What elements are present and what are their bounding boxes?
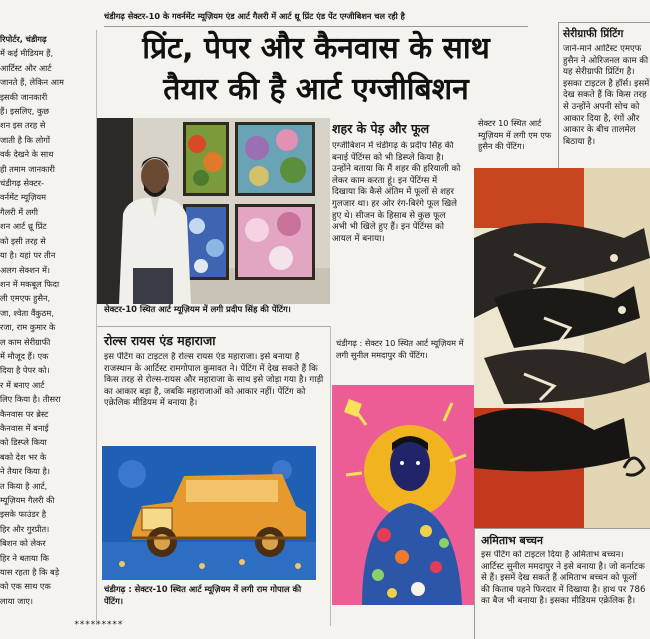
left-column-line: इसकी जानकारी <box>0 91 48 102</box>
left-column-line: र में बनाए आर्ट <box>0 379 45 390</box>
left-column-line: ल काम सेरीग्राफी <box>0 336 51 347</box>
artist-photo-illustration <box>97 118 330 304</box>
left-column-line: त किया है आर्ट, <box>0 480 48 491</box>
rolls-royce-body: इस पेंटिंग का टाइटल है रोल्स रायस एंड महाराजा। इसे बनाया है राजस्थान के आर्टिस्ट रामगोपाल कुमावत ने। पेंटिंग में देख सकते हैं कि किस तरह से रोल्स-रायस और महाराजा के साथ इसे जोड़ा गया है। गाड़ी का आकार बड़ा है, जबकि महाराजाओं को आकार नहीं। पेंटिंग को एक्रेलिक मीडियम में बनाया है। <box>104 352 324 409</box>
rolls-royce-car-illustration <box>102 446 316 580</box>
header-kicker: चंडीगढ़ सेक्टर-10 के गवर्नमेंट म्यूज़ियम एंड आर्ट गैलरी में आर्ट थ्रू प्रिंट एंड पेंट एग्जीबिशन चल रही है <box>104 11 405 21</box>
sunil-amitabh-illustration <box>332 385 474 605</box>
serigraphy-body: जाने-माने आर्टिस्ट एमएफ हुसैन ने ओरिजनल काम की यह सेरीग्राफी प्रिंटिंग है। इसका टाइटल है हॉर्स। इसमें देख सकते हैं कि किस तरह से उन्होंने अपनी सोच को आकार दिया है, रंगों और आकार के बीच तालमेल बिठाया है। <box>563 44 650 147</box>
amitabh-box <box>474 528 650 639</box>
left-column-line: रजा, राम कुमार के <box>0 322 56 333</box>
rolls-royce-caption: चंडीगढ़ : सेक्टर-10 स्थित आर्ट म्यूज़ियम में लगी राम गोपाल की पेंटिंग। <box>104 584 302 606</box>
left-column-line: हिर और गुरप्रीत। <box>0 523 50 534</box>
left-column-line: यास रहता है कि बड़े <box>0 567 60 578</box>
left-column-line: को एक साथ एक <box>0 581 51 592</box>
left-column-line: बको देश भर के <box>0 451 47 462</box>
amitabh-body: इस पेंटिंग को टाइटल दिया है अमिताभ बच्चन। आर्टिस्ट सुनील ममदापुर ने इसे बनाया है। जो कर्नाटक से हैं। इसमें देख सकते हैं अमिताभ बच्चन को फूलों की किताब पहने फिरदार में दिखाया है। हाथ पर 786 का बैज भी बनाया है। इसका मीडियम एक्रेलिक है। <box>481 550 646 607</box>
left-column-line: ने तैयार किया है। <box>0 466 50 477</box>
serigraphy-box <box>558 22 650 169</box>
rolls-royce-painting <box>102 446 316 580</box>
left-column-line: शन में मकबूल फिदा <box>0 278 60 289</box>
artist-photo-caption: सेक्टर-10 स्थित आर्ट म्यूज़ियम में लगी प्रदीप सिंह की पेंटिंग। <box>104 304 291 314</box>
left-column-line: वर्क देखने के साथ <box>0 149 54 160</box>
left-column-line: आर्टिस्ट और आर्ट <box>0 62 52 73</box>
left-column-line: चंडीगढ़ सेक्टर- <box>0 178 44 189</box>
left-column-text <box>0 32 94 608</box>
footer-stars: ********* <box>74 620 123 630</box>
left-column-line: म्यूज़ियम गैलरी की <box>0 495 55 505</box>
left-column-line: बिशन को लेकर <box>0 538 46 549</box>
sunil-painting <box>332 385 474 605</box>
rolls-royce-rule <box>97 326 330 327</box>
left-column-line: वर्नमेंट म्यूज़ियम <box>0 192 46 203</box>
rolls-royce-heading: रोल्स रायस एंड महाराजा <box>104 333 216 348</box>
left-column-line: शन इस तरह से <box>0 120 46 131</box>
left-column-line: लाया जाए। <box>0 595 33 606</box>
left-column-line: इसके फाउंडर है <box>0 509 47 520</box>
left-column-line: ली एमएफ हुसैन, <box>0 293 51 304</box>
left-column-line: हिर ने बताया कि <box>0 552 49 563</box>
left-column <box>0 32 94 622</box>
left-column-line: रिपोर्टर, चंडीगढ़ <box>0 34 47 44</box>
left-column-line: या है। यहां पर तीन <box>0 250 56 261</box>
amitabh-heading: अमिताभ बच्चन <box>481 534 544 547</box>
sunil-rule <box>330 326 331 626</box>
left-column-line: में कई मीडियम हैं, <box>0 48 54 59</box>
left-column-line: कैनवास में बनाई <box>0 422 49 433</box>
left-column-line: दिया है पेपर को। <box>0 365 50 376</box>
left-column-line: हैं। इसलिए, कुछ <box>0 106 50 117</box>
header-rule <box>104 26 528 27</box>
serigraphy-heading: सेरीग्राफी प्रिंटिंग <box>563 28 624 40</box>
city-trees-heading: शहर के पेड़ और फूल <box>332 121 430 136</box>
left-column-line: में मौजूद हैं। एक <box>0 350 49 361</box>
left-column-line: जा, श्वेता वैंकुठम, <box>0 307 54 318</box>
left-column-line: जानते हैं, लेकिन आम <box>0 77 64 88</box>
artist-photo <box>97 118 330 304</box>
husain-caption: सेक्टर 10 स्थित आर्ट म्यूज़ियम में लगी एम एफ हुसैन की पेंटिंग। <box>478 118 552 152</box>
headline-line-1: प्रिंट, पेपर और कैनवास के साथ <box>142 31 490 66</box>
left-column-line: लिए किया है। तीसरा <box>0 394 61 405</box>
husain-painting <box>474 168 650 528</box>
headline-line-2: तैयार की है आर्ट एग्जीबिशन <box>163 72 469 107</box>
left-column-line: को इसी तरह से <box>0 235 46 246</box>
left-column-line: अलग सेक्शन में। <box>0 264 51 275</box>
sunil-caption: चंडीगढ़ : सेक्टर 10 स्थित आर्ट म्यूज़ियम में लगी सुनील ममदापुर की पेंटिंग। <box>336 338 464 360</box>
left-column-line: ही तमाम जानकारी <box>0 163 55 174</box>
left-column-line: कैनवास पर ब्रेस्ट <box>0 408 49 419</box>
left-column-line: गैलरी में लगी <box>0 206 39 217</box>
left-column-line: को डिस्प्ले किया <box>0 437 47 448</box>
husain-horses-illustration <box>474 168 650 528</box>
city-trees-body: एग्जीबिशन में चंडीगढ़ के प्रदीप सिंह की बनाई पेंटिंग्स को भी डिस्प्ले किया है। उन्होंने बताया कि मैं शहर की हरियाली को लेकर काम करता हूं। इन पेंटिंग्स में दिखाया कि कैसे अंतिम में फूलों से शहर गुलजार था। हर ओर रंग-बिरंगे फूल खिले हुए थे। सीजन के हिसाब से कुछ फूल अभी भी खिले हुए हैं। इन पेंटिंग्स को आयल में बनाया। <box>332 141 461 244</box>
left-column-line: शन आर्ट थ्रू प्रिंट <box>0 221 47 232</box>
left-column-line: जाती है कि लोगों <box>0 134 50 145</box>
